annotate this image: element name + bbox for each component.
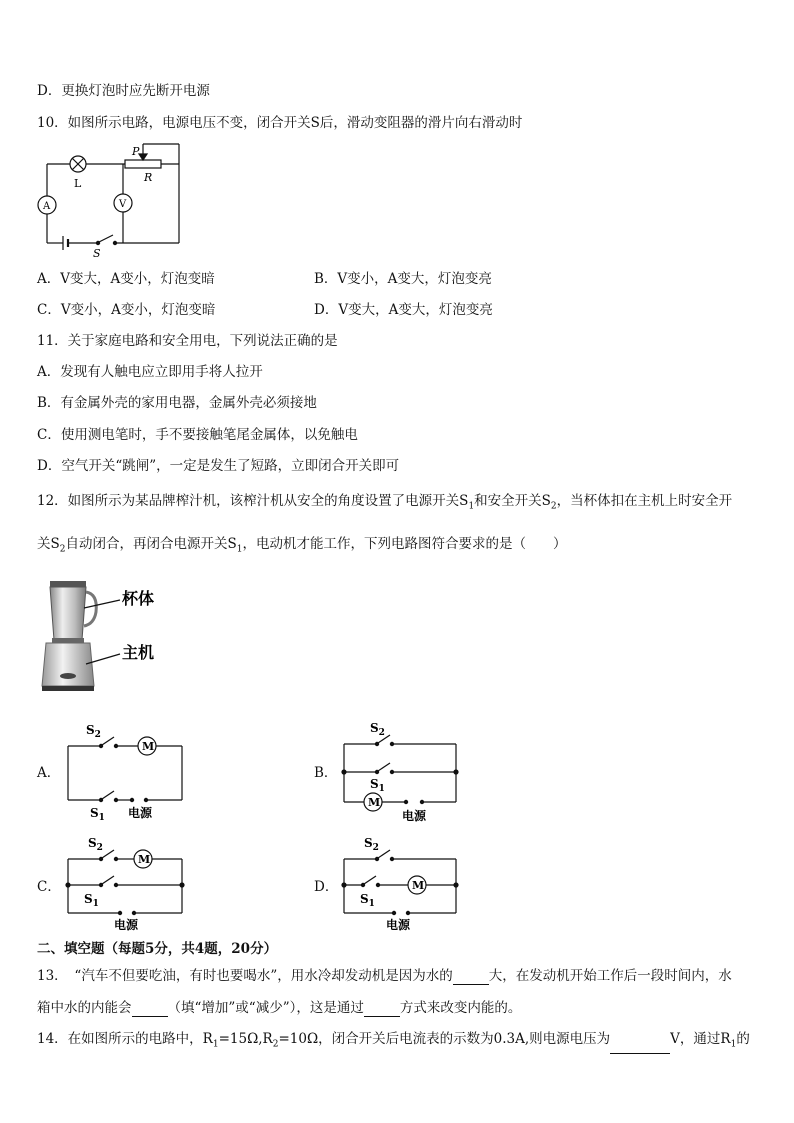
svg-text:S2: $S_2$ — [370, 721, 385, 738]
svg-text:电源: 电源 — [402, 809, 427, 823]
q12-stem-line1: 12．如图所示为某品牌榨汁机，该榨汁机从安全的角度设置了电源开关$S_1$和安全开关$S_2$，当杯体扣在主机上时安全开 — [37, 493, 733, 512]
juicer-illustration — [40, 578, 180, 698]
q12-option-c-label: C． — [37, 879, 61, 895]
q11-option-d: D．空气开关“跳闸”，一定是发生了短路，立即闭合开关即可 — [37, 458, 400, 474]
q13-line2: 箱中水的内能会 （填“增加”或“减少”），这是通过 方式来改变内能的。 — [37, 1000, 522, 1016]
svg-text:电源: 电源 — [128, 806, 153, 820]
rheostat-label: R — [144, 171, 153, 184]
svg-text:M: M — [368, 796, 381, 809]
q13-blank-1[interactable] — [453, 970, 489, 985]
label-cup: 杯体 — [122, 589, 155, 608]
q14-blank-1[interactable] — [610, 1039, 670, 1054]
q10-stem: 10．如图所示电路，电源电压不变，闭合开关S后，滑动变阻器的滑片向右滑动时 — [37, 115, 523, 131]
svg-text:M: M — [142, 740, 155, 753]
svg-text:电源: 电源 — [114, 918, 139, 932]
section-2-heading: 二、填空题（每题5分，共4题，20分） — [37, 941, 278, 957]
q12-option-c-circuit — [60, 833, 190, 933]
switch-label: S — [93, 247, 101, 260]
q9-option-d: D．更换灯泡时应先断开电源 — [37, 83, 210, 99]
q12-option-b-circuit — [336, 718, 466, 826]
svg-text:S1: $S_1$ — [84, 892, 99, 909]
label-base: 主机 — [122, 643, 155, 662]
q12-option-a-label: A． — [37, 765, 61, 781]
svg-text:电源: 电源 — [386, 918, 411, 932]
svg-text:S2: $S_2$ — [86, 723, 101, 740]
q12-option-d-circuit — [336, 833, 466, 933]
q12-option-d-label: D． — [314, 879, 339, 895]
q10-option-a: A．V变大，A变小，灯泡变暗 — [37, 271, 215, 287]
svg-text:S2: $S_2$ — [364, 836, 379, 853]
q10-option-c: C．V变小，A变小，灯泡变暗 — [37, 302, 216, 318]
svg-text:M: M — [138, 853, 151, 866]
q10-option-d: D．V变大，A变大，灯泡变亮 — [314, 302, 493, 318]
svg-text:M: M — [412, 879, 425, 892]
svg-text:S2: $S_2$ — [88, 836, 103, 853]
q10-circuit-diagram — [35, 142, 185, 260]
q14-line1: 14．在如图所示的电路中，$R_1=15\Omega,R_2=10\Omega$，闭合开关后电流表的示数为0.3A,则电源电压为 V，通过$R_1$的 — [37, 1030, 750, 1054]
q13-line1: 13． “汽车不但要吃油，有时也要喝水”，用水冷却发动机是因为水的 大，在发动机开始工作后一段时间内，水 — [37, 968, 732, 984]
voltmeter-label: V — [119, 199, 127, 210]
q10-option-b: B．V变小，A变大，灯泡变亮 — [314, 271, 492, 287]
q13-blank-2[interactable] — [132, 1002, 168, 1017]
q11-stem: 11．关于家庭电路和安全用电，下列说法正确的是 — [37, 333, 338, 349]
q11-option-a: A．发现有人触电应立即用手将人拉开 — [37, 364, 263, 380]
q13-blank-3[interactable] — [364, 1002, 400, 1017]
svg-text:S1: $S_1$ — [370, 777, 385, 794]
q12-stem-line2: 关$S_2$自动闭合，再闭合电源开关$S_1$，电动机才能工作，下列电路图符合要求的是（ ） — [37, 536, 567, 555]
q12-option-b-label: B． — [314, 765, 338, 781]
svg-text:S1: $S_1$ — [360, 892, 375, 909]
lamp-label: L — [74, 177, 82, 190]
slider-label: P — [132, 145, 140, 158]
ammeter-label: A — [43, 201, 51, 212]
q12-option-a-circuit — [60, 718, 190, 823]
q11-option-c: C．使用测电笔时，手不要接触笔尾金属体，以免触电 — [37, 427, 358, 443]
svg-text:S1: $S_1$ — [90, 806, 105, 823]
q11-option-b: B．有金属外壳的家用电器，金属外壳必须接地 — [37, 395, 317, 411]
